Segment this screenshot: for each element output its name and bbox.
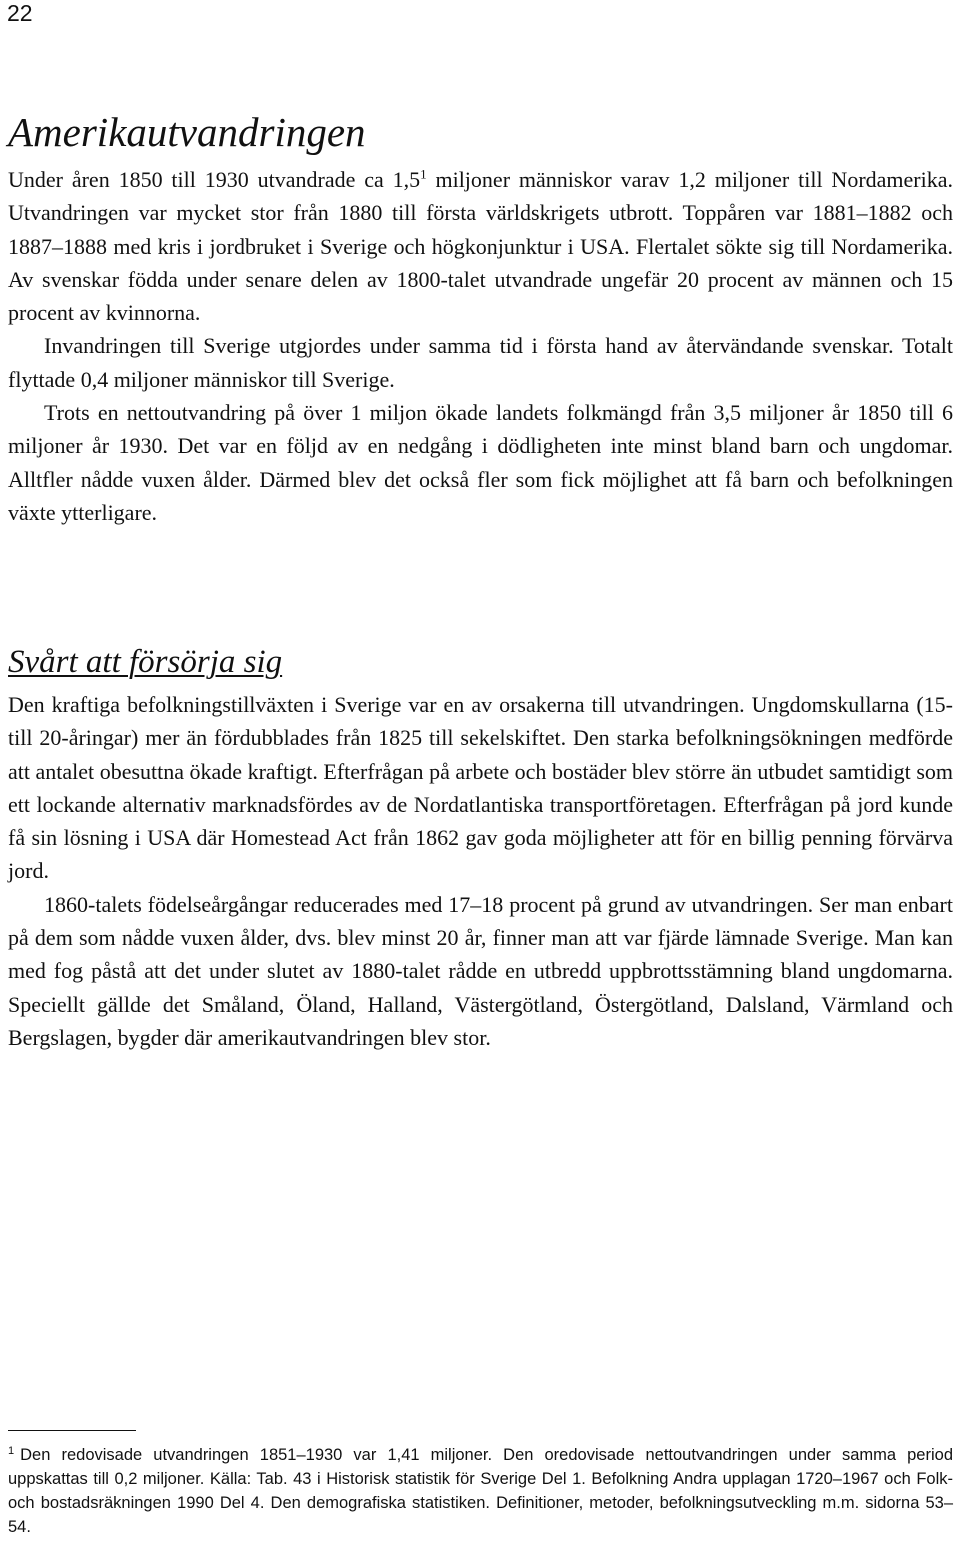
footnote-reference: 1 — [420, 166, 427, 182]
section-heading-svart-att-forsorja-sig: Svårt att försörja sig — [8, 644, 283, 680]
paragraph: Invandringen till Sverige utgjordes under samma tid i första hand av återvändande svenskar. Totalt flyttade 0,4 miljoner människor till Sverige. — [8, 333, 953, 392]
paragraph: Trots en nettoutvandring på över 1 miljon ökade landets folkmängd från 3,5 miljoner år 1850 till 6 miljoner år 1930. Det var en följd av en nedgång i dödligheten inte minst bland barn och ungdomar. Alltfler nådde vuxen ålder. Därmed blev det också fler som fick möjlighet att få barn och befolkningen växte ytterligare. — [8, 400, 953, 525]
paragraph — [8, 163, 953, 329]
footnote-divider — [8, 1430, 136, 1431]
footnote — [8, 1443, 953, 1539]
section-heading-amerikautvandringen: Amerikautvandringen — [8, 109, 366, 155]
footnote-text: Den redovisade utvandringen 1851–1930 var 1,41 miljoner. Den oredovisade nettoutvandringen under samma period uppskattas till 0,2 miljoner. Källa: Tab. 43 i Historisk statistik för Sverige Del 1. Befolkning Andra upplagan 1720–1967 och Folk- och bostadsräkningen 1990 Del 4. Den demografiska statistiken. Definitioner, metoder, befolkningsutveckling m.m. sidorna 53–54. — [8, 1446, 953, 1536]
paragraph-text: Under åren 1850 till 1930 utvandrade ca 1,5 — [8, 167, 421, 192]
paragraph-text: miljoner människor varav 1,2 miljoner till Nordamerika. Utvandringen var mycket stor från 1880 till första världskrigets utbrott. Toppåren var 1881–1882 och 1887–1888 med kris i jordbruket i Sverige och högkonjunktur i USA. Flertalet sökte sig till Nordamerika. Av svenskar födda under senare delen av 1800-talet utvandrade ungefär 20 procent av männen och 15 procent av kvinnorna. — [8, 167, 953, 326]
page-number: 22 — [7, 0, 33, 26]
footnote-marker: 1 — [8, 1444, 15, 1457]
section-body-svart-att-forsorja-sig — [8, 688, 953, 1054]
paragraph: 1860-talets födelseårgångar reducerades med 17–18 procent på grund av utvandringen. Ser man enbart på dem som nådde vuxen ålder, dvs. blev minst 20 år, finner man att var fjärde lämnade Sverige. Man kan med fog påstå att det under slutet av 1880-talet rådde en utbredd uppbrottsstämning bland ungdomarna. Speciellt gällde det Småland, Öland, Halland, Västergötland, Östergötland, Dalsland, Värmland och Bergslagen, bygder där amerikautvandringen blev stor. — [8, 891, 953, 1050]
paragraph: Den kraftiga befolkningstillväxten i Sverige var en av orsakerna till utvandringen. Ungdomskullarna (15- till 20-åringar) mer än fördubblades från 1825 till sekelskiftet. Den starka befolkningsökningen medförde att antalet obesuttna ökade kraftigt. Efterfrågan på arbete och bostäder blev större än utbudet samtidigt som ett lockande alternativ marknadsfördes av de Nordatlantiska transportföretagen. Efterfrågan på jord kunde få sin lösning i USA där Homestead Act från 1862 gav goda möjligheter att för en billig penning förvärva jord. — [8, 692, 953, 884]
section-body-amerikautvandringen — [8, 163, 953, 529]
